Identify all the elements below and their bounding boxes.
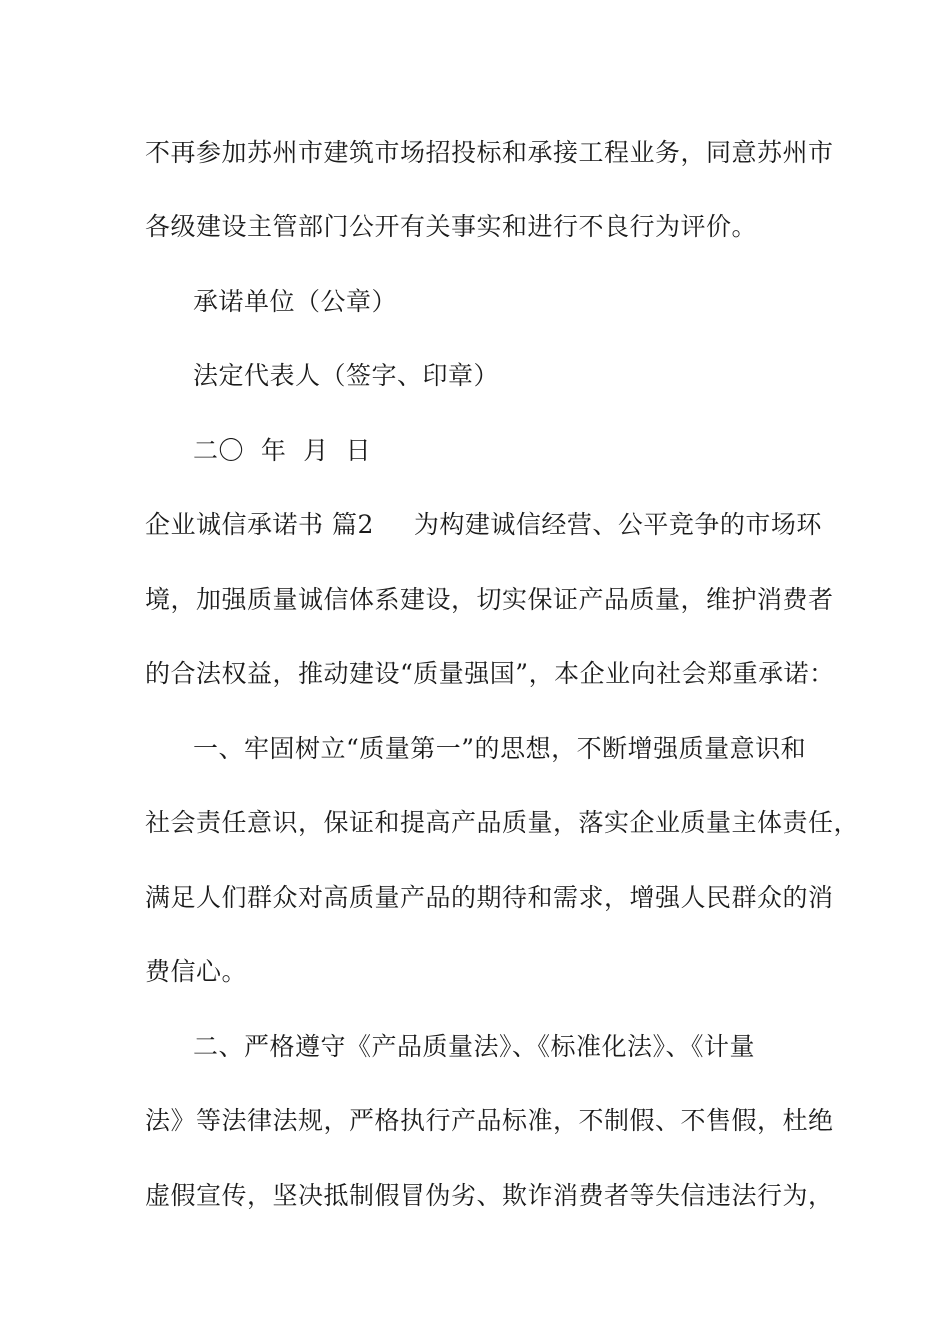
paragraph-line: 满足人们群众对高质量产品的期待和需求，增强人民群众的消 — [145, 883, 834, 912]
legal-representative-label: 法定代表人（签字、印章） — [193, 361, 500, 390]
paragraph-line: 社会责任意识，保证和提高产品质量，落实企业质量主体责任， — [145, 808, 860, 837]
paragraph-line: 费信心。 — [145, 957, 248, 986]
paragraph-line: 不再参加苏州市建筑市场招投标和承接工程业务，同意苏州市 — [145, 138, 834, 167]
date-line: 二〇 年 月 日 — [193, 436, 372, 465]
signing-unit-label: 承诺单位（公章） — [193, 287, 398, 316]
paragraph-line: 境，加强质量诚信体系建设，切实保证产品质量，维护消费者 — [145, 585, 834, 614]
paragraph-line: 虚假宣传，坚决抵制假冒伪劣、欺诈消费者等失信违法行为， — [145, 1181, 834, 1210]
section-title-line — [145, 508, 822, 542]
paragraph-line: 为构建诚信经营、公平竞争的市场环 — [413, 510, 822, 539]
paragraph-line: 法》等法律法规，严格执行产品标准，不制假、不售假，杜绝 — [145, 1106, 834, 1135]
paragraph-line: 二、严格遵守《产品质量法》、《标准化法》、《计量 — [193, 1032, 756, 1061]
paragraph-line: 一、牢固树立“质量第一”的思想，不断增强质量意识和 — [193, 734, 807, 763]
paragraph-line: 各级建设主管部门公开有关事实和进行不良行为评价。 — [145, 212, 758, 241]
paragraph-line: 的合法权益，推动建设“质量强国”，本企业向社会郑重承诺： — [145, 659, 835, 688]
section-title: 企业诚信承诺书 篇2 — [145, 510, 374, 539]
